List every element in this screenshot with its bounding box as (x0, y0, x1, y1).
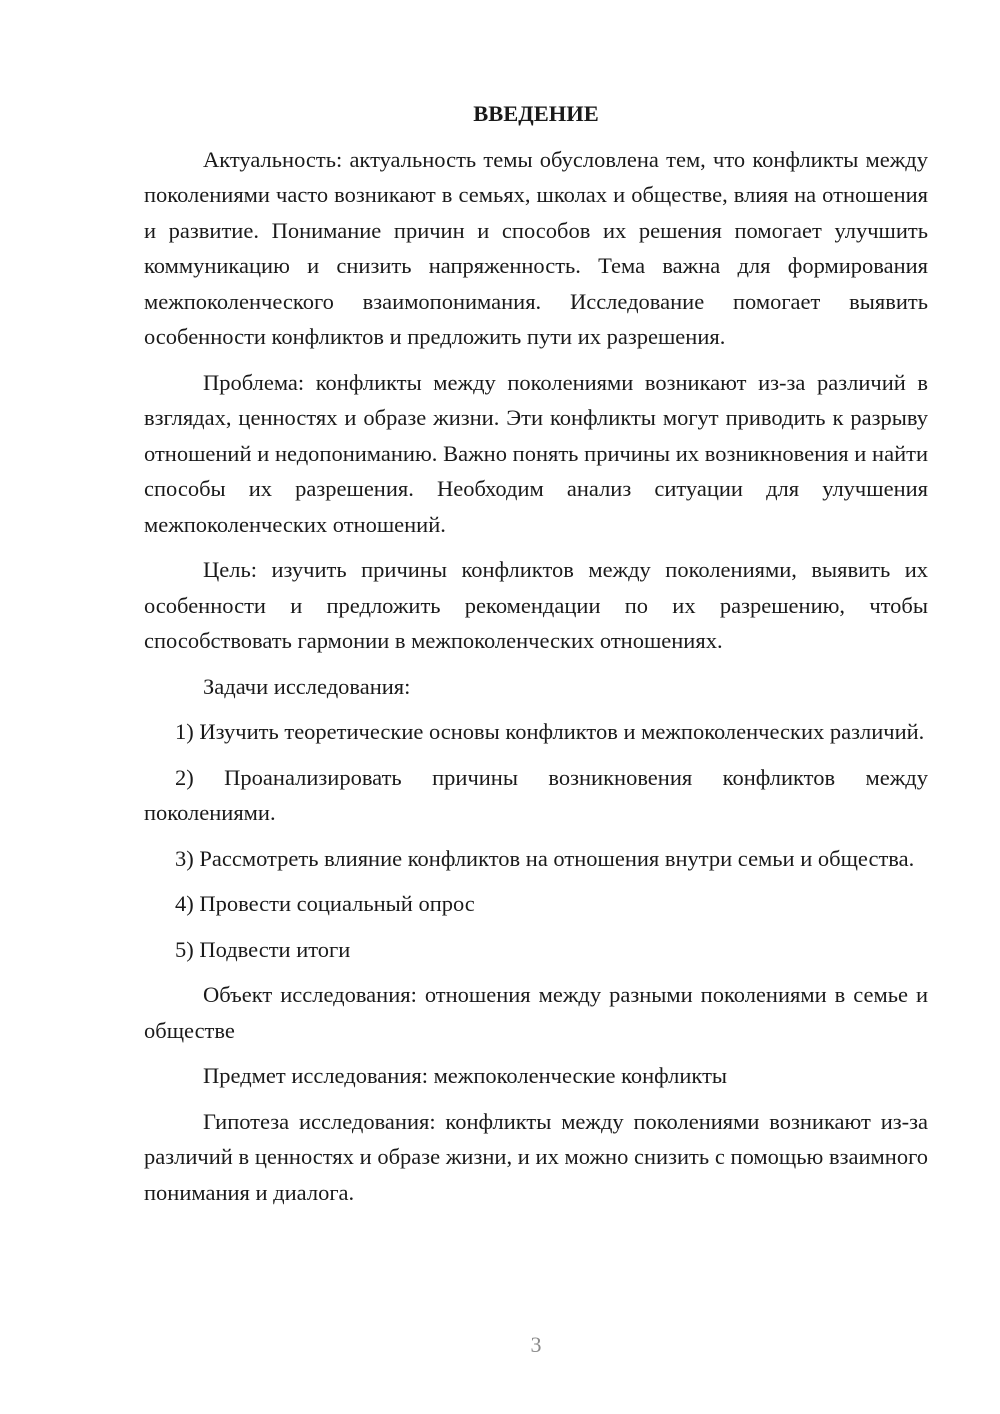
problem-paragraph: Проблема: конфликты между поколениями возникают из-за различий в взглядах, ценностях и образе жизни. Эти конфликты могут приводить к разрыву отношений и недопониманию. Важно понять причины их возникновения и найти способы их разрешения. Необходим анализ ситуации для улучшения межпоколенческих отношений. (144, 369, 928, 537)
section-title: ВВЕДЕНИЕ (473, 101, 599, 126)
relevance-paragraph: Актуальность: актуальность темы обусловлена тем, что конфликты между поколениями часто возникают в семьях, школах и обществе, влияя на отношения и развитие. Понимание причин и способов их решения помогает улучшить коммуникацию и снизить напряженность. Тема важна для формирования межпоколенческого взаимопонимания. Исследование помогает выявить особенности конфликтов и предложить пути их разрешения. (144, 146, 928, 349)
page-body (144, 96, 928, 1220)
goal-paragraph: Цель: изучить причины конфликтов между поколениями, выявить их особенности и предложить рекомендации по их разрешению, чтобы способствовать гармонии в межпоколенческих отношениях. (144, 557, 928, 653)
task-item-1: 1) Изучить теоретические основы конфликтов и межпоколенческих различий. (175, 719, 925, 744)
subject-paragraph: Предмет исследования: межпоколенческие конфликты (203, 1063, 728, 1088)
task-item-4: 4) Провести социальный опрос (175, 891, 475, 916)
page-number: 3 (530, 1332, 542, 1357)
task-item-5: 5) Подвести итоги (175, 936, 351, 962)
hypothesis-paragraph: Гипотеза исследования: конфликты между поколениями возникают из-за различий в ценностях и образе жизни, и их можно снизить с помощью взаимного понимания и диалога. (144, 1108, 928, 1205)
task-item-3: 3) Рассмотреть влияние конфликтов на отношения внутри семьи и общества. (175, 845, 915, 871)
tasks-heading: Задачи исследования: (203, 673, 411, 699)
object-paragraph: Объект исследования: отношения между разными поколениями в семье и обществе (144, 982, 928, 1043)
task-item-2: 2) Проанализировать причины возникновения конфликтов между поколениями. (144, 764, 928, 825)
